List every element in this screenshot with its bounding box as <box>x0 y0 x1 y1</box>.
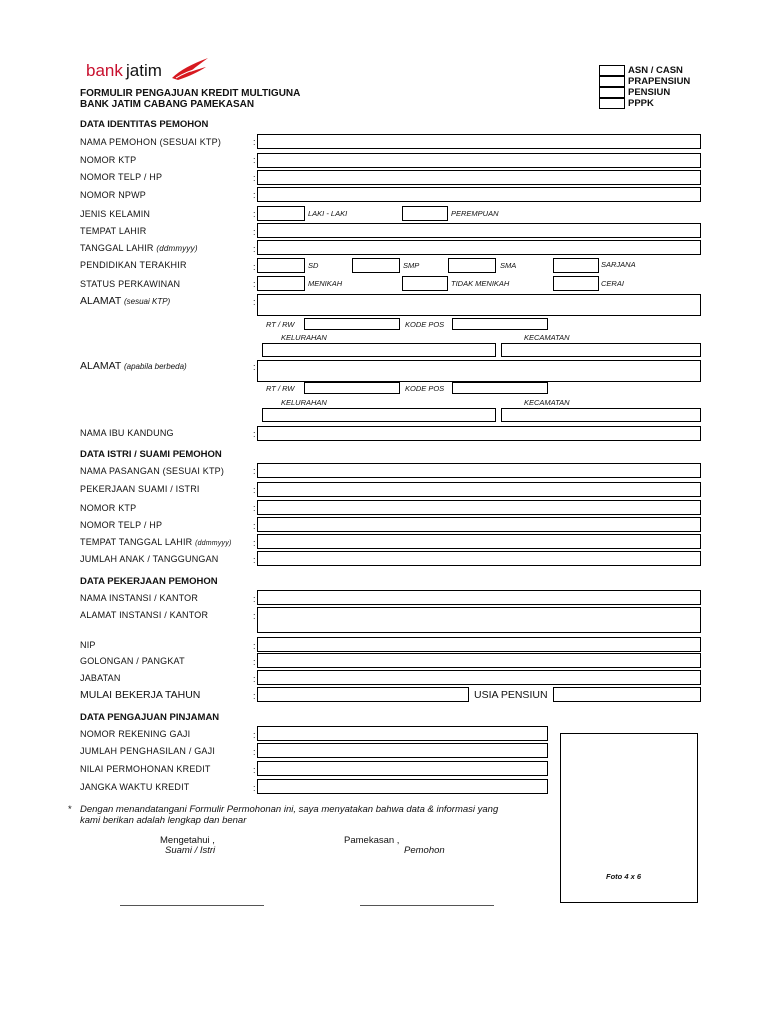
label-alamat-berbeda <box>80 360 187 372</box>
field-penghasilan[interactable] <box>257 743 548 758</box>
checkbox-label-prapensiun: PRAPENSIUN <box>628 76 691 87</box>
checkbox-label-asn: ASN / CASN <box>628 65 683 76</box>
checkbox-pensiun[interactable] <box>599 87 625 98</box>
label-rekening-gaji: NOMOR REKENING GAJI <box>80 729 191 739</box>
field-nip[interactable] <box>257 637 701 652</box>
checkbox-asn[interactable] <box>599 65 625 76</box>
colon: : <box>253 730 256 740</box>
field-kelurahan[interactable] <box>262 343 496 357</box>
label-alamat-instansi: ALAMAT INSTANSI / KANTOR <box>80 610 209 620</box>
label-alamat-ktp <box>80 295 170 307</box>
label-tanggal-lahir-text: TANGGAL LAHIR <box>80 243 154 253</box>
section-title-pinjaman: DATA PENGAJUAN PINJAMAN <box>80 712 220 723</box>
label-suami-istri: Suami / Istri <box>165 845 216 856</box>
label-mulai-bekerja: MULAI BEKERJA TAHUN <box>80 689 201 701</box>
colon: : <box>253 297 256 307</box>
label-tanggal-lahir <box>80 243 198 253</box>
field-nilai-permohonan[interactable] <box>257 761 548 776</box>
label-rt-rw: RT / RW <box>266 320 295 329</box>
field-jumlah-anak[interactable] <box>257 551 701 566</box>
colon: : <box>253 657 256 667</box>
colon: : <box>253 538 256 548</box>
option-label-smp: SMP <box>403 261 420 270</box>
checkbox-menikah[interactable] <box>257 276 305 291</box>
label-pendidikan: PENDIDIKAN TERAKHIR <box>80 260 187 270</box>
colon: : <box>253 674 256 684</box>
colon: : <box>253 783 256 793</box>
label-ttl-pasangan-text: TEMPAT TANGGAL LAHIR <box>80 537 193 547</box>
form-title: FORMULIR PENGAJUAN KREDIT MULTIGUNA <box>80 88 301 99</box>
checkbox-perempuan[interactable] <box>402 206 448 221</box>
colon: : <box>253 765 256 775</box>
hint-alamat-berbeda: (apabila berbeda) <box>123 362 187 371</box>
label-status-perkawinan: STATUS PERKAWINAN <box>80 279 181 289</box>
photo-label: Foto 4 x 6 <box>606 872 642 881</box>
colon: : <box>253 503 256 513</box>
colon: : <box>253 747 256 757</box>
label-nomor-ktp: NOMOR KTP <box>80 155 137 165</box>
checkbox-tidak-menikah[interactable] <box>402 276 448 291</box>
option-label-perempuan: PEREMPUAN <box>451 209 499 218</box>
colon: : <box>253 555 256 565</box>
field-nama-ibu[interactable] <box>257 426 701 441</box>
option-label-menikah: MENIKAH <box>308 279 343 288</box>
label-kecamatan-2: KECAMATAN <box>524 398 570 407</box>
field-nomor-ktp[interactable] <box>257 153 701 168</box>
label-nomor-npwp: NOMOR NPWP <box>80 190 146 200</box>
field-alamat-ktp[interactable] <box>257 294 701 316</box>
option-label-sma: SMA <box>500 261 517 270</box>
label-tempat-lahir: TEMPAT LAHIR <box>80 226 147 236</box>
field-ttl-pasangan[interactable] <box>257 534 701 549</box>
label-nama-ibu: NAMA IBU KANDUNG <box>80 428 174 438</box>
label-penghasilan: JUMLAH PENGHASILAN / GAJI <box>80 746 216 756</box>
label-jenis-kelamin: JENIS KELAMIN <box>80 209 151 219</box>
field-tanggal-lahir[interactable] <box>257 240 701 255</box>
colon: : <box>253 137 256 147</box>
label-alamat-ktp-text: ALAMAT <box>80 295 122 307</box>
field-rekening-gaji[interactable] <box>257 726 548 741</box>
colon: : <box>253 429 256 439</box>
colon: : <box>253 227 256 237</box>
section-title-pasangan: DATA ISTRI / SUAMI PEMOHON <box>80 449 222 460</box>
label-nilai-permohonan: NILAI PERMOHONAN KREDIT <box>80 764 211 774</box>
option-label-cerai: CERAI <box>601 279 624 288</box>
signature-line-pemohon[interactable] <box>360 905 494 906</box>
label-nama-pemohon: NAMA PEMOHON (SESUAI KTP) <box>80 137 222 147</box>
hint-ttl-pasangan: (ddmmyyy) <box>195 540 232 547</box>
label-kode-pos: KODE POS <box>405 320 445 329</box>
checkbox-sd[interactable] <box>257 258 305 273</box>
field-alamat-berbeda[interactable] <box>257 360 701 382</box>
field-mulai-bekerja[interactable] <box>257 687 469 702</box>
field-kode-pos-2[interactable] <box>452 382 548 394</box>
field-ktp-pasangan[interactable] <box>257 500 701 515</box>
field-kode-pos[interactable] <box>452 318 548 330</box>
colon: : <box>253 611 256 621</box>
colon: : <box>253 190 256 200</box>
field-nama-instansi[interactable] <box>257 590 701 605</box>
checkbox-prapensiun[interactable] <box>599 76 625 87</box>
label-kode-pos-2: KODE POS <box>405 384 445 393</box>
colon: : <box>253 691 256 701</box>
label-usia-pensiun: USIA PENSIUN <box>474 689 548 701</box>
checkbox-sma[interactable] <box>448 258 496 273</box>
checkbox-sarjana[interactable] <box>553 258 599 273</box>
label-kecamatan: KECAMATAN <box>524 333 570 342</box>
field-golongan[interactable] <box>257 653 701 668</box>
logo-text-jatim: jatim <box>126 61 162 80</box>
signature-line-suami-istri[interactable] <box>120 905 264 906</box>
field-tempat-lahir[interactable] <box>257 223 701 238</box>
field-nama-pemohon[interactable] <box>257 134 701 149</box>
colon: : <box>253 362 256 372</box>
field-jabatan[interactable] <box>257 670 701 685</box>
field-rt-rw-2[interactable] <box>304 382 400 394</box>
colon: : <box>253 262 256 272</box>
hint-tanggal-lahir: (ddmmyyy) <box>156 244 198 253</box>
logo-text-bank: bank <box>86 61 123 80</box>
label-pamekasan: Pamekasan , <box>344 835 400 846</box>
colon: : <box>253 485 256 495</box>
colon: : <box>253 209 256 219</box>
label-jangka-waktu: JANGKA WAKTU KREDIT <box>80 782 190 792</box>
field-nomor-npwp[interactable] <box>257 187 701 202</box>
colon: : <box>253 641 256 651</box>
branch-title: BANK JATIM CABANG PAMEKASAN <box>80 99 255 110</box>
checkbox-smp[interactable] <box>352 258 400 273</box>
section-title-pekerjaan: DATA PEKERJAAN PEMOHON <box>80 576 218 587</box>
colon: : <box>253 279 256 289</box>
label-mengetahui: Mengetahui , <box>160 835 215 846</box>
option-label-laki-laki: LAKI - LAKI <box>308 209 348 218</box>
label-kelurahan-2: KELURAHAN <box>281 398 327 407</box>
field-pekerjaan-pasangan[interactable] <box>257 482 701 497</box>
field-usia-pensiun[interactable] <box>553 687 701 702</box>
field-kelurahan-2[interactable] <box>262 408 496 422</box>
colon: : <box>253 466 256 476</box>
label-telp-pasangan: NOMOR TELP / HP <box>80 520 163 530</box>
label-ttl-pasangan <box>80 537 231 547</box>
label-nomor-telp: NOMOR TELP / HP <box>80 172 163 182</box>
label-pemohon: Pemohon <box>404 845 445 856</box>
field-jangka-waktu[interactable] <box>257 779 548 794</box>
label-rt-rw-2: RT / RW <box>266 384 295 393</box>
bank-jatim-logo <box>86 58 216 86</box>
checkbox-label-pppk: PPPK <box>628 98 654 109</box>
section-title-identitas: DATA IDENTITAS PEMOHON <box>80 119 209 130</box>
logo-wing-icon <box>170 56 210 82</box>
checkbox-label-pensiun: PENSIUN <box>628 87 671 98</box>
checkbox-pppk[interactable] <box>599 98 625 109</box>
label-alamat-berbeda-text: ALAMAT <box>80 360 122 372</box>
hint-alamat-ktp: (sesuai KTP) <box>123 297 171 306</box>
label-kelurahan: KELURAHAN <box>281 333 327 342</box>
field-telp-pasangan[interactable] <box>257 517 701 532</box>
colon: : <box>253 244 256 254</box>
checkbox-laki-laki[interactable] <box>257 206 305 221</box>
label-ktp-pasangan: NOMOR KTP <box>80 503 137 513</box>
declaration-line-2: kami berikan adalah lengkap dan benar <box>80 815 247 826</box>
label-nama-instansi: NAMA INSTANSI / KANTOR <box>80 593 199 603</box>
option-label-sd: SD <box>308 261 319 270</box>
checkbox-cerai[interactable] <box>553 276 599 291</box>
option-label-tidak-menikah: TIDAK MENIKAH <box>451 279 510 288</box>
colon: : <box>253 594 256 604</box>
label-pekerjaan-pasangan: PEKERJAAN SUAMI / ISTRI <box>80 484 200 494</box>
colon: : <box>253 155 256 165</box>
label-nama-pasangan: NAMA PASANGAN (SESUAI KTP) <box>80 466 225 476</box>
declaration-asterisk: * <box>68 804 72 815</box>
field-kecamatan-2[interactable] <box>501 408 701 422</box>
field-nomor-telp[interactable] <box>257 170 701 185</box>
label-golongan: GOLONGAN / PANGKAT <box>80 656 185 666</box>
field-rt-rw[interactable] <box>304 318 400 330</box>
label-jabatan: JABATAN <box>80 673 121 683</box>
label-nip: NIP <box>80 640 96 650</box>
declaration-line-1: Dengan menandatangani Formulir Permohonan ini, saya menyatakan bahwa data & informasi yang <box>80 804 499 815</box>
colon: : <box>253 173 256 183</box>
option-label-sarjana: SARJANA <box>601 260 636 269</box>
field-nama-pasangan[interactable] <box>257 463 701 478</box>
label-jumlah-anak: JUMLAH ANAK / TANGGUNGAN <box>80 554 219 564</box>
field-alamat-instansi[interactable] <box>257 607 701 633</box>
field-kecamatan[interactable] <box>501 343 701 357</box>
colon: : <box>253 521 256 531</box>
